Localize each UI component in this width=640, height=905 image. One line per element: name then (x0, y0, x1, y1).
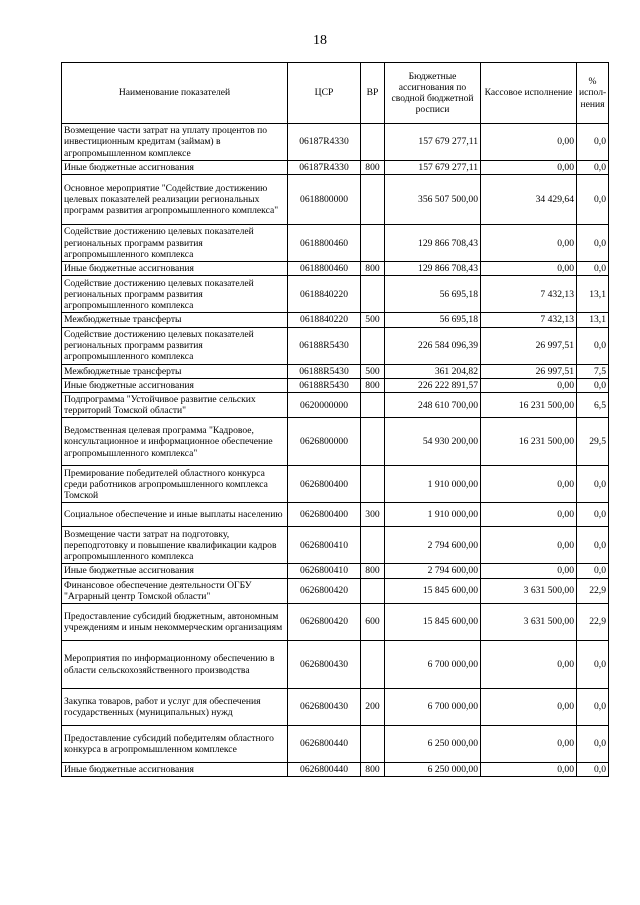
header-vr: ВР (361, 63, 385, 124)
header-pct: % испол-нения (577, 63, 609, 124)
cell-name: Социальное обеспечение и иные выплаты населению (62, 503, 288, 527)
cell-csr: 0626800440 (288, 763, 361, 777)
table-row (62, 418, 609, 466)
cell-kass: 0,00 (481, 763, 577, 777)
cell-kass: 0,00 (481, 641, 577, 689)
cell-kass: 0,00 (481, 726, 577, 763)
cell-kass: 7 432,13 (481, 276, 577, 313)
table-row (62, 175, 609, 225)
cell-name: Иные бюджетные ассигнования (62, 161, 288, 175)
cell-vr: 800 (361, 564, 385, 578)
cell-pct: 0,0 (577, 564, 609, 578)
cell-csr: 0626800000 (288, 418, 361, 466)
cell-name: Иные бюджетные ассигнования (62, 763, 288, 777)
cell-budget: 129 866 708,43 (385, 262, 481, 276)
table-header-row (62, 63, 609, 124)
cell-kass: 0,00 (481, 161, 577, 175)
cell-name: Предоставление субсидий бюджетным, автономным учреждениям и иным некоммерческим организациям (62, 604, 288, 641)
header-name: Наименование показателей (62, 63, 288, 124)
cell-csr: 06188R5430 (288, 327, 361, 364)
cell-kass: 0,00 (481, 527, 577, 564)
table-row (62, 313, 609, 327)
cell-pct: 0,0 (577, 161, 609, 175)
cell-budget: 2 794 600,00 (385, 527, 481, 564)
cell-vr (361, 726, 385, 763)
cell-kass: 26 997,51 (481, 364, 577, 378)
cell-vr: 200 (361, 689, 385, 726)
cell-csr: 0626800420 (288, 578, 361, 603)
cell-pct: 0,0 (577, 225, 609, 262)
cell-kass: 0,00 (481, 503, 577, 527)
cell-name: Иные бюджетные ассигнования (62, 262, 288, 276)
cell-vr: 600 (361, 604, 385, 641)
cell-pct: 22,9 (577, 578, 609, 603)
cell-name: Межбюджетные трансферты (62, 313, 288, 327)
cell-budget: 6 250 000,00 (385, 763, 481, 777)
cell-pct: 0,0 (577, 527, 609, 564)
cell-csr: 06188R5430 (288, 378, 361, 392)
cell-name: Ведомственная целевая программа "Кадровое, консультационное и информационное обеспечение агропромышленного комплекса" (62, 418, 288, 466)
table-row (62, 378, 609, 392)
cell-pct: 0,0 (577, 327, 609, 364)
cell-name: Мероприятия по информационному обеспечению в области сельскохозяйственного производства (62, 641, 288, 689)
cell-budget: 6 700 000,00 (385, 641, 481, 689)
cell-pct: 22,9 (577, 604, 609, 641)
cell-vr (361, 418, 385, 466)
cell-budget: 1 910 000,00 (385, 503, 481, 527)
cell-budget: 356 507 500,00 (385, 175, 481, 225)
budget-execution-table (61, 62, 609, 777)
cell-kass: 3 631 500,00 (481, 604, 577, 641)
table-row (62, 225, 609, 262)
cell-csr: 0626800420 (288, 604, 361, 641)
cell-csr: 0626800400 (288, 466, 361, 503)
cell-budget: 56 695,18 (385, 276, 481, 313)
cell-kass: 0,00 (481, 124, 577, 161)
cell-pct: 0,0 (577, 175, 609, 225)
cell-vr: 300 (361, 503, 385, 527)
cell-pct: 0,0 (577, 124, 609, 161)
cell-pct: 0,0 (577, 641, 609, 689)
cell-kass: 0,00 (481, 378, 577, 392)
cell-pct: 6,5 (577, 393, 609, 418)
cell-pct: 0,0 (577, 503, 609, 527)
table-row (62, 604, 609, 641)
cell-pct: 7,5 (577, 364, 609, 378)
cell-csr: 0626800410 (288, 564, 361, 578)
cell-name: Предоставление субсидий победителям областного конкурса в агропромышленном комплексе (62, 726, 288, 763)
cell-budget: 129 866 708,43 (385, 225, 481, 262)
cell-kass: 0,00 (481, 689, 577, 726)
header-kass: Кассовое исполнение (481, 63, 577, 124)
table-row (62, 161, 609, 175)
cell-budget: 6 700 000,00 (385, 689, 481, 726)
cell-pct: 0,0 (577, 726, 609, 763)
cell-pct: 0,0 (577, 763, 609, 777)
table-row (62, 578, 609, 603)
table-row (62, 276, 609, 313)
table-row (62, 262, 609, 276)
cell-vr (361, 578, 385, 603)
cell-vr (361, 124, 385, 161)
cell-budget: 6 250 000,00 (385, 726, 481, 763)
cell-kass: 26 997,51 (481, 327, 577, 364)
cell-budget: 1 910 000,00 (385, 466, 481, 503)
cell-name: Закупка товаров, работ и услуг для обеспечения государственных (муниципальных) нужд (62, 689, 288, 726)
table-row (62, 393, 609, 418)
cell-vr: 500 (361, 364, 385, 378)
cell-csr: 0626800410 (288, 527, 361, 564)
cell-budget: 226 584 096,39 (385, 327, 481, 364)
table-row (62, 527, 609, 564)
cell-name: Содействие достижению целевых показателей региональных программ развития агропромышленного комплекса (62, 276, 288, 313)
cell-pct: 13,1 (577, 313, 609, 327)
table-row (62, 503, 609, 527)
cell-name: Иные бюджетные ассигнования (62, 564, 288, 578)
cell-pct: 13,1 (577, 276, 609, 313)
cell-vr: 800 (361, 161, 385, 175)
cell-name: Финансовое обеспечение деятельности ОГБУ "Аграрный центр Томской области" (62, 578, 288, 603)
table-row (62, 726, 609, 763)
cell-pct: 29,5 (577, 418, 609, 466)
cell-kass: 16 231 500,00 (481, 393, 577, 418)
cell-budget: 15 845 600,00 (385, 578, 481, 603)
cell-name: Возмещение части затрат на уплату процентов по инвестиционным кредитам (займам) в агропромышленном комплексе (62, 124, 288, 161)
cell-budget: 15 845 600,00 (385, 604, 481, 641)
cell-kass: 0,00 (481, 466, 577, 503)
cell-budget: 56 695,18 (385, 313, 481, 327)
cell-pct: 0,0 (577, 689, 609, 726)
cell-budget: 361 204,82 (385, 364, 481, 378)
table-row (62, 641, 609, 689)
cell-budget: 157 679 277,11 (385, 161, 481, 175)
table-body (62, 124, 609, 777)
cell-kass: 0,00 (481, 262, 577, 276)
cell-pct: 0,0 (577, 466, 609, 503)
cell-csr: 06187R4330 (288, 161, 361, 175)
cell-name: Возмещение части затрат на подготовку, переподготовку и повышение квалификации кадров агропромышленного комплекса (62, 527, 288, 564)
cell-pct: 0,0 (577, 262, 609, 276)
cell-csr: 0620000000 (288, 393, 361, 418)
cell-name: Подпрограмма "Устойчивое развитие сельских территорий Томской области" (62, 393, 288, 418)
cell-vr: 500 (361, 313, 385, 327)
table-row (62, 564, 609, 578)
cell-csr: 0626800430 (288, 689, 361, 726)
header-budget: Бюджетные ассигнования по сводной бюджетной росписи (385, 63, 481, 124)
cell-name: Иные бюджетные ассигнования (62, 378, 288, 392)
cell-name: Премирование победителей областного конкурса среди работников агропромышленного комплекса Томской (62, 466, 288, 503)
cell-pct: 0,0 (577, 378, 609, 392)
cell-kass: 7 432,13 (481, 313, 577, 327)
table-row (62, 689, 609, 726)
cell-csr: 0618800460 (288, 262, 361, 276)
cell-vr (361, 225, 385, 262)
table-row (62, 466, 609, 503)
cell-vr (361, 466, 385, 503)
page-number: 18 (313, 33, 327, 48)
cell-csr: 0618840220 (288, 313, 361, 327)
cell-csr: 0626800430 (288, 641, 361, 689)
cell-csr: 0618800000 (288, 175, 361, 225)
cell-csr: 06187R4330 (288, 124, 361, 161)
cell-name: Содействие достижению целевых показателей региональных программ развития агропромышленного комплекса (62, 225, 288, 262)
cell-name: Содействие достижению целевых показателей региональных программ развития агропромышленного комплекса (62, 327, 288, 364)
cell-vr (361, 276, 385, 313)
cell-kass: 34 429,64 (481, 175, 577, 225)
cell-vr (361, 327, 385, 364)
cell-vr: 800 (361, 763, 385, 777)
cell-csr: 06188R5430 (288, 364, 361, 378)
cell-vr (361, 393, 385, 418)
cell-budget: 54 930 200,00 (385, 418, 481, 466)
cell-csr: 0618840220 (288, 276, 361, 313)
cell-budget: 226 222 891,57 (385, 378, 481, 392)
cell-name: Межбюджетные трансферты (62, 364, 288, 378)
cell-kass: 3 631 500,00 (481, 578, 577, 603)
table-row (62, 364, 609, 378)
cell-vr (361, 641, 385, 689)
table-row (62, 763, 609, 777)
header-csr: ЦСР (288, 63, 361, 124)
cell-vr: 800 (361, 378, 385, 392)
cell-kass: 0,00 (481, 225, 577, 262)
cell-csr: 0626800440 (288, 726, 361, 763)
cell-vr: 800 (361, 262, 385, 276)
cell-budget: 248 610 700,00 (385, 393, 481, 418)
cell-name: Основное мероприятие "Содействие достижению целевых показателей реализации региональных программ развития агропромышленного комплекса" (62, 175, 288, 225)
cell-csr: 0626800400 (288, 503, 361, 527)
cell-kass: 16 231 500,00 (481, 418, 577, 466)
table-row (62, 327, 609, 364)
table-row (62, 124, 609, 161)
cell-budget: 157 679 277,11 (385, 124, 481, 161)
cell-vr (361, 175, 385, 225)
cell-kass: 0,00 (481, 564, 577, 578)
cell-csr: 0618800460 (288, 225, 361, 262)
cell-vr (361, 527, 385, 564)
cell-budget: 2 794 600,00 (385, 564, 481, 578)
